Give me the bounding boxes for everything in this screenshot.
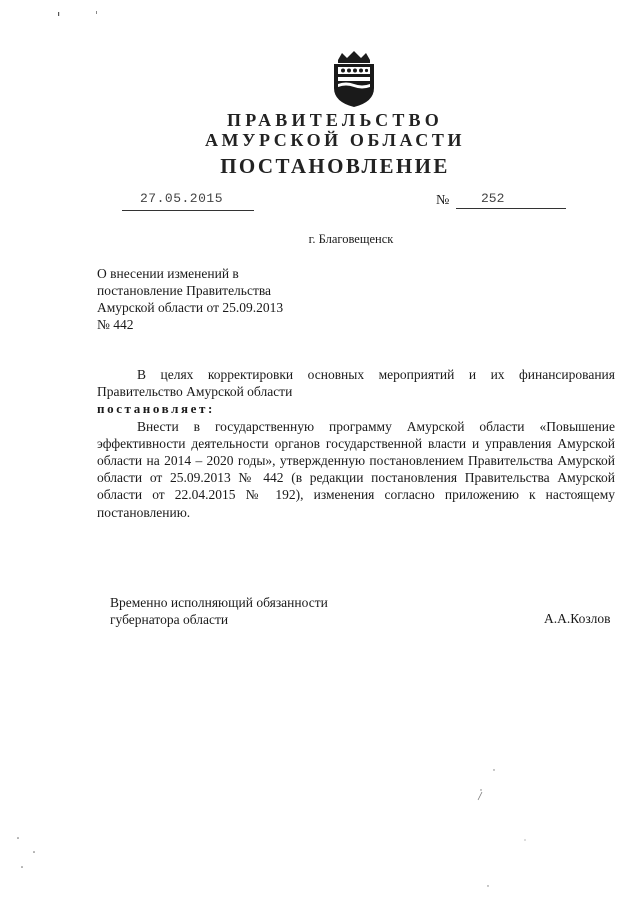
- subject-line: Амурской области от 25.09.2013: [97, 300, 284, 315]
- signatory-title: [110, 594, 328, 628]
- subject-line: О внесении изменений в: [97, 266, 239, 281]
- date-underline: [122, 210, 254, 211]
- subject-line: № 442: [97, 317, 134, 332]
- main-paragraph: Внести в государственную программу Амурской области «Повышение эффективности деятельности органов государственной власти и управления Амурской области на 2014 – 2020 годы», утвержденную постановлением Правительства Амурской области от 25.09.2013 № 442 (в редакции постановления Правительства Амурской области от 22.04.2015 № 192), изменения согласно приложению к настоящему постановлению.: [97, 418, 615, 520]
- document-type-title: ПОСТАНОВЛЕНИЕ: [220, 154, 450, 178]
- signatory-title-line: губернатора области: [110, 612, 229, 627]
- coat-of-arms-emblem: [329, 50, 379, 108]
- preamble-paragraph: В целях корректировки основных мероприятий и их финансирования Правительство Амурской области: [97, 367, 615, 400]
- number-sign: №: [436, 193, 450, 208]
- signatory-title-line: Временно исполняющий обязанности: [110, 595, 328, 610]
- government-name-line1: ПРАВИТЕЛЬСТВО: [227, 110, 443, 130]
- city-name: г. Благовещенск: [308, 232, 394, 246]
- document-number: 252: [481, 191, 505, 206]
- document-subject: [97, 265, 357, 333]
- government-name-line2: АМУРСКОЙ ОБЛАСТИ: [204, 130, 466, 150]
- document-body: [97, 366, 615, 521]
- number-underline: [456, 208, 566, 209]
- signatory-name: А.А.Козлов: [544, 611, 611, 626]
- subject-line: постановление Правительства: [97, 283, 272, 298]
- document-date: 27.05.2015: [140, 191, 224, 206]
- decree-word: постановляет:: [97, 401, 215, 417]
